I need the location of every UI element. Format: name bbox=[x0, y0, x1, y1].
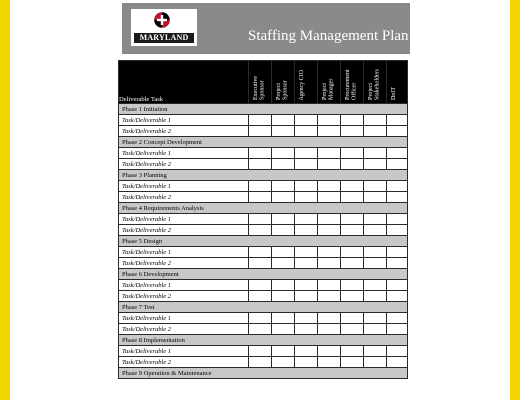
role-cell[interactable] bbox=[387, 324, 408, 335]
role-header bbox=[272, 61, 295, 104]
role-cell[interactable] bbox=[387, 115, 408, 126]
table-row bbox=[119, 258, 408, 269]
role-cell[interactable] bbox=[318, 258, 341, 269]
table-row bbox=[119, 192, 408, 203]
role-cell[interactable] bbox=[341, 126, 364, 137]
page-title: Staffing Management Plan bbox=[248, 28, 409, 44]
phase-label: Phase 6 Development bbox=[119, 269, 408, 280]
role-header-label: Project Stakeholders bbox=[368, 69, 381, 100]
role-cell[interactable] bbox=[387, 346, 408, 357]
table-row bbox=[119, 115, 408, 126]
task-label: Task/Deliverable 1 bbox=[119, 148, 249, 159]
table-row bbox=[119, 357, 408, 368]
phase-label: Phase 1 Initiation bbox=[119, 104, 408, 115]
role-cell[interactable] bbox=[341, 192, 364, 203]
role-cell[interactable] bbox=[295, 258, 318, 269]
role-cell[interactable] bbox=[295, 225, 318, 236]
role-cell[interactable] bbox=[318, 247, 341, 258]
role-cell[interactable] bbox=[387, 192, 408, 203]
phase-label: Phase 4 Requirements Analysis bbox=[119, 203, 408, 214]
role-cell[interactable] bbox=[364, 357, 387, 368]
task-label: Task/Deliverable 1 bbox=[119, 247, 249, 258]
table-row bbox=[119, 280, 408, 291]
task-label: Task/Deliverable 2 bbox=[119, 258, 249, 269]
role-cell[interactable] bbox=[318, 324, 341, 335]
role-cell[interactable] bbox=[249, 148, 272, 159]
role-header-label: Project Manager bbox=[322, 78, 335, 100]
role-cell[interactable] bbox=[272, 159, 295, 170]
role-cell[interactable] bbox=[364, 159, 387, 170]
table-row bbox=[119, 225, 408, 236]
role-cell[interactable] bbox=[318, 192, 341, 203]
role-cell[interactable] bbox=[272, 192, 295, 203]
phase-row bbox=[119, 368, 408, 379]
table-row bbox=[119, 126, 408, 137]
role-cell[interactable] bbox=[318, 159, 341, 170]
role-cell[interactable] bbox=[295, 159, 318, 170]
role-cell[interactable] bbox=[341, 291, 364, 302]
maryland-crest-icon bbox=[154, 12, 170, 28]
role-cell[interactable] bbox=[364, 214, 387, 225]
role-cell[interactable] bbox=[249, 126, 272, 137]
role-cell[interactable] bbox=[364, 346, 387, 357]
role-cell[interactable] bbox=[387, 214, 408, 225]
task-label: Task/Deliverable 2 bbox=[119, 291, 249, 302]
role-cell[interactable] bbox=[318, 181, 341, 192]
role-cell[interactable] bbox=[249, 247, 272, 258]
role-cell[interactable] bbox=[272, 181, 295, 192]
role-cell[interactable] bbox=[364, 115, 387, 126]
role-cell[interactable] bbox=[318, 313, 341, 324]
role-cell[interactable] bbox=[318, 126, 341, 137]
role-cell[interactable] bbox=[249, 291, 272, 302]
phase-row bbox=[119, 269, 408, 280]
role-cell[interactable] bbox=[295, 214, 318, 225]
role-cell[interactable] bbox=[295, 313, 318, 324]
table-row bbox=[119, 313, 408, 324]
role-cell[interactable] bbox=[295, 291, 318, 302]
role-cell[interactable] bbox=[272, 313, 295, 324]
role-cell[interactable] bbox=[249, 346, 272, 357]
role-cell[interactable] bbox=[364, 225, 387, 236]
role-cell[interactable] bbox=[318, 291, 341, 302]
phase-label: Phase 8 Implementation bbox=[119, 335, 408, 346]
role-cell[interactable] bbox=[318, 225, 341, 236]
role-cell[interactable] bbox=[318, 214, 341, 225]
table-row bbox=[119, 346, 408, 357]
phase-row bbox=[119, 170, 408, 181]
task-label: Task/Deliverable 2 bbox=[119, 126, 249, 137]
role-cell[interactable] bbox=[272, 214, 295, 225]
role-cell[interactable] bbox=[341, 159, 364, 170]
role-cell[interactable] bbox=[295, 126, 318, 137]
phase-row bbox=[119, 236, 408, 247]
role-cell[interactable] bbox=[249, 280, 272, 291]
role-cell[interactable] bbox=[249, 324, 272, 335]
document-page bbox=[10, 0, 510, 400]
task-label: Task/Deliverable 1 bbox=[119, 214, 249, 225]
role-cell[interactable] bbox=[295, 280, 318, 291]
role-cell[interactable] bbox=[272, 280, 295, 291]
role-header bbox=[364, 61, 387, 104]
role-cell[interactable] bbox=[295, 247, 318, 258]
table-row bbox=[119, 148, 408, 159]
role-header bbox=[341, 61, 364, 104]
role-header-label: Procurement Officer bbox=[345, 69, 358, 100]
role-cell[interactable] bbox=[272, 225, 295, 236]
role-cell[interactable] bbox=[387, 126, 408, 137]
role-cell[interactable] bbox=[341, 346, 364, 357]
role-header bbox=[295, 61, 318, 104]
role-cell[interactable] bbox=[387, 313, 408, 324]
logo-wordmark: MARYLAND bbox=[134, 33, 194, 43]
role-cell[interactable] bbox=[364, 148, 387, 159]
role-cell[interactable] bbox=[341, 258, 364, 269]
role-cell[interactable] bbox=[318, 346, 341, 357]
role-cell[interactable] bbox=[249, 115, 272, 126]
role-cell[interactable] bbox=[295, 324, 318, 335]
role-cell[interactable] bbox=[341, 181, 364, 192]
role-cell[interactable] bbox=[272, 357, 295, 368]
task-label: Task/Deliverable 2 bbox=[119, 159, 249, 170]
role-header bbox=[318, 61, 341, 104]
table-row bbox=[119, 214, 408, 225]
phase-row bbox=[119, 104, 408, 115]
role-cell[interactable] bbox=[364, 313, 387, 324]
role-cell[interactable] bbox=[364, 291, 387, 302]
task-label: Task/Deliverable 2 bbox=[119, 324, 249, 335]
role-cell[interactable] bbox=[387, 159, 408, 170]
role-cell[interactable] bbox=[318, 280, 341, 291]
role-cell[interactable] bbox=[364, 258, 387, 269]
phase-row bbox=[119, 137, 408, 148]
role-cell[interactable] bbox=[295, 346, 318, 357]
role-cell[interactable] bbox=[272, 126, 295, 137]
role-cell[interactable] bbox=[364, 192, 387, 203]
role-cell[interactable] bbox=[364, 181, 387, 192]
role-cell[interactable] bbox=[272, 346, 295, 357]
task-label: Task/Deliverable 2 bbox=[119, 357, 249, 368]
table-row bbox=[119, 291, 408, 302]
role-cell[interactable] bbox=[341, 247, 364, 258]
role-cell[interactable] bbox=[272, 258, 295, 269]
task-label: Task/Deliverable 1 bbox=[119, 280, 249, 291]
role-cell[interactable] bbox=[387, 148, 408, 159]
role-cell[interactable] bbox=[364, 324, 387, 335]
role-cell[interactable] bbox=[318, 357, 341, 368]
task-label: Task/Deliverable 2 bbox=[119, 192, 249, 203]
role-cell[interactable] bbox=[295, 115, 318, 126]
role-cell[interactable] bbox=[249, 258, 272, 269]
role-cell[interactable] bbox=[295, 181, 318, 192]
role-cell[interactable] bbox=[272, 115, 295, 126]
role-cell[interactable] bbox=[341, 115, 364, 126]
task-label: Task/Deliverable 1 bbox=[119, 346, 249, 357]
role-cell[interactable] bbox=[272, 324, 295, 335]
role-cell[interactable] bbox=[341, 280, 364, 291]
role-cell[interactable] bbox=[364, 126, 387, 137]
role-cell[interactable] bbox=[387, 181, 408, 192]
role-cell[interactable] bbox=[341, 148, 364, 159]
role-cell[interactable] bbox=[249, 313, 272, 324]
phase-label: Phase 2 Concept Development bbox=[119, 137, 408, 148]
maryland-logo bbox=[131, 9, 197, 46]
role-cell[interactable] bbox=[387, 225, 408, 236]
phase-label: Phase 9 Operation & Maintenance bbox=[119, 368, 408, 379]
role-cell[interactable] bbox=[295, 148, 318, 159]
role-header-label: Agency CIO bbox=[299, 69, 305, 100]
role-header bbox=[387, 61, 408, 104]
phase-row bbox=[119, 203, 408, 214]
role-cell[interactable] bbox=[341, 313, 364, 324]
role-header-label: Project Sponsor bbox=[276, 80, 289, 100]
role-cell[interactable] bbox=[295, 192, 318, 203]
phase-label: Phase 5 Design bbox=[119, 236, 408, 247]
role-cell[interactable] bbox=[387, 258, 408, 269]
role-cell[interactable] bbox=[249, 159, 272, 170]
role-cell[interactable] bbox=[272, 247, 295, 258]
table-row bbox=[119, 247, 408, 258]
phase-row bbox=[119, 302, 408, 313]
role-cell[interactable] bbox=[295, 357, 318, 368]
role-cell[interactable] bbox=[341, 214, 364, 225]
role-cell[interactable] bbox=[249, 357, 272, 368]
document-header bbox=[122, 3, 410, 54]
role-cell[interactable] bbox=[387, 291, 408, 302]
role-header-label: DoIT bbox=[391, 87, 397, 100]
role-cell[interactable] bbox=[272, 291, 295, 302]
phase-row bbox=[119, 335, 408, 346]
role-cell[interactable] bbox=[341, 225, 364, 236]
role-header-label: Executive Sponsor bbox=[253, 76, 266, 100]
phase-label: Phase 3 Planning bbox=[119, 170, 408, 181]
table-row bbox=[119, 159, 408, 170]
role-cell[interactable] bbox=[387, 280, 408, 291]
role-cell[interactable] bbox=[387, 247, 408, 258]
role-cell[interactable] bbox=[249, 214, 272, 225]
role-cell[interactable] bbox=[272, 148, 295, 159]
deliverable-task-header: Deliverable Task bbox=[119, 61, 249, 104]
staffing-grid bbox=[118, 60, 408, 379]
role-cell[interactable] bbox=[341, 357, 364, 368]
table-row bbox=[119, 181, 408, 192]
task-label: Task/Deliverable 1 bbox=[119, 181, 249, 192]
role-cell[interactable] bbox=[364, 280, 387, 291]
role-cell[interactable] bbox=[341, 324, 364, 335]
task-label: Task/Deliverable 1 bbox=[119, 313, 249, 324]
role-cell[interactable] bbox=[249, 192, 272, 203]
role-cell[interactable] bbox=[318, 115, 341, 126]
role-cell[interactable] bbox=[387, 357, 408, 368]
role-cell[interactable] bbox=[364, 247, 387, 258]
role-cell[interactable] bbox=[249, 181, 272, 192]
phase-label: Phase 7 Test bbox=[119, 302, 408, 313]
role-cell[interactable] bbox=[318, 148, 341, 159]
table-row bbox=[119, 324, 408, 335]
task-label: Task/Deliverable 2 bbox=[119, 225, 249, 236]
task-label: Task/Deliverable 1 bbox=[119, 115, 249, 126]
role-cell[interactable] bbox=[249, 225, 272, 236]
role-header bbox=[249, 61, 272, 104]
